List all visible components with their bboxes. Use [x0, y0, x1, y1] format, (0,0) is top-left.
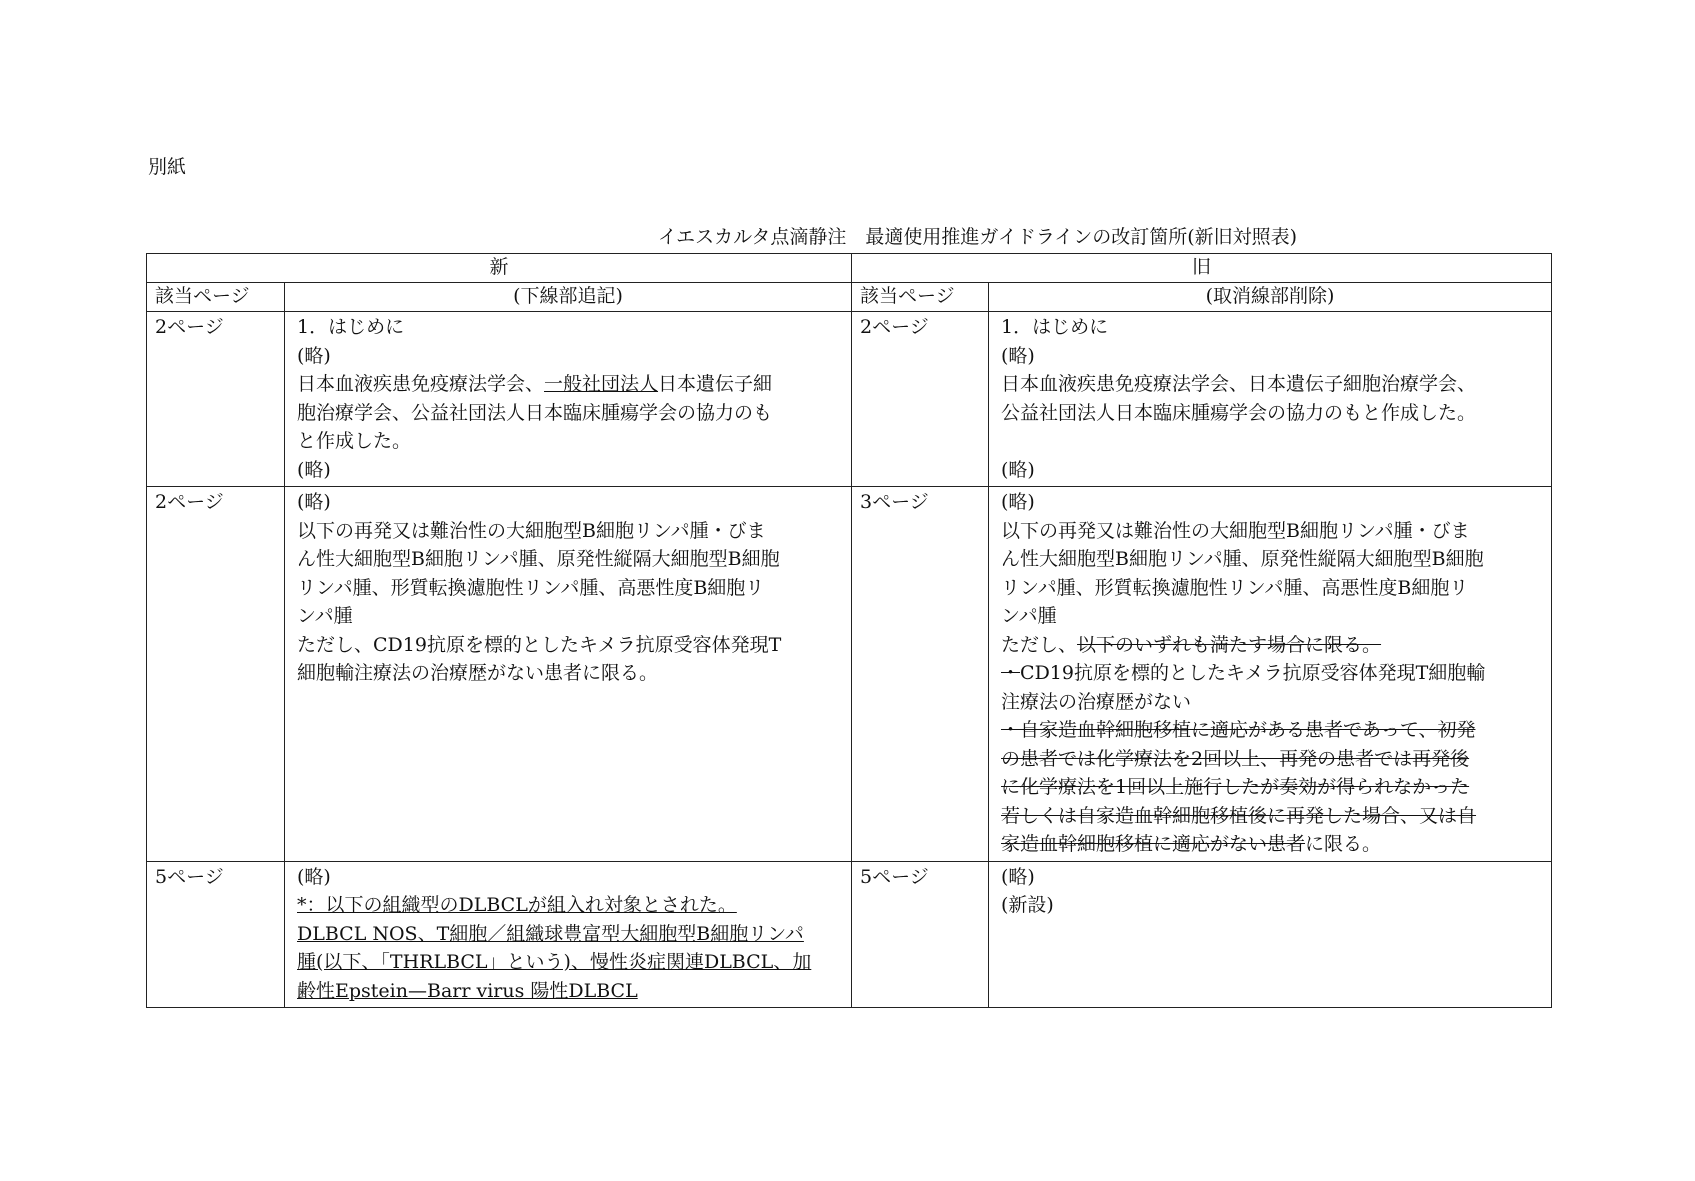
new-text-line [297, 545, 841, 574]
old-page-cell: 2ページ [852, 312, 989, 487]
text-segment: (略) [1001, 865, 1035, 888]
deleted-text: 以下のいずれも満たす場合に限る。 [1077, 633, 1382, 656]
new-column-header: 新 [147, 254, 852, 283]
new-text-line [297, 574, 841, 603]
table-row [147, 487, 1552, 862]
new-text-cell [285, 487, 852, 862]
new-page-cell: 2ページ [147, 487, 285, 862]
new-note-header: (下線部追記) [285, 283, 852, 312]
old-text-line [1001, 716, 1541, 745]
text-segment: (略) [1001, 344, 1035, 367]
text-segment: リンパ腫、形質転換濾胞性リンパ腫、高悪性度B細胞リ [1001, 576, 1469, 599]
old-text-line [1001, 688, 1541, 717]
new-text-line [297, 891, 841, 920]
new-text-line [297, 370, 841, 399]
text-segment: ん性大細胞型B細胞リンパ腫、原発性縦隔大細胞型B細胞 [297, 548, 780, 570]
text-segment: ただし、 [1001, 633, 1078, 656]
text-segment: 胞治療学会、公益社団法人日本臨床腫瘍学会の協力のも [297, 401, 773, 424]
old-text-line [1001, 891, 1541, 920]
deleted-text: 家造血幹細胞移植に適応がない患者 [1001, 833, 1306, 855]
old-page-col-header: 該当ページ [852, 283, 989, 312]
new-text-line [297, 659, 841, 688]
text-segment: ん性大細胞型B細胞リンパ腫、原発性縦隔大細胞型B細胞 [1001, 548, 1484, 570]
text-segment: に限る。 [1305, 833, 1382, 855]
attachment-label: 別紙 [148, 156, 187, 178]
new-text-line [297, 342, 841, 371]
new-text-line [297, 602, 841, 631]
old-text-line [1001, 659, 1541, 688]
old-text-line [1001, 745, 1541, 774]
text-segment: 1．はじめに [1001, 316, 1109, 338]
text-segment: 注療法の治療歴がない [1001, 690, 1192, 713]
text-segment: (略) [1001, 491, 1035, 513]
old-text-line [1001, 427, 1541, 456]
added-text: 一般社団法人 [544, 373, 659, 395]
new-text-line [297, 488, 841, 517]
old-note-header: (取消線部削除) [989, 283, 1552, 312]
new-text-cell [285, 861, 852, 1008]
added-text: *：以下の組織型のDLBCLが組入れ対象とされた。 [297, 894, 737, 916]
table-row [147, 861, 1552, 1008]
text-segment: 日本血液疾患免疫療法学会、日本遺伝子細胞治療学会、 [1001, 373, 1477, 395]
old-text-cell [989, 487, 1552, 862]
new-text-cell [285, 312, 852, 487]
document-title: イエスカルタ点滴静注 最適使用推進ガイドラインの改訂箇所(新旧対照表) [657, 226, 1298, 248]
new-text-line [297, 977, 841, 1006]
text-segment: ンパ腫 [297, 605, 353, 627]
text-segment: (略) [297, 344, 331, 367]
text-segment: CD19抗原を標的としたキメラ抗原受容体発現T細胞輸 [1020, 662, 1486, 684]
text-segment: 1．はじめに [297, 316, 405, 338]
deleted-text: の患者では化学療法を2回以上、再発の患者では再発後 [1001, 747, 1470, 770]
text-segment: 細胞輸注療法の治療歴がない患者に限る。 [297, 662, 659, 684]
text-segment: 以下の再発又は難治性の大細胞型B細胞リンパ腫・びま [1001, 519, 1470, 542]
added-text: 腫(以下、「THRLBCL」という)、慢性炎症関連DLBCL、加 [297, 951, 812, 973]
old-text-cell [989, 861, 1552, 1008]
old-text-line [1001, 773, 1541, 802]
new-text-line [297, 920, 841, 949]
new-text-line [297, 313, 841, 342]
new-text-line [297, 631, 841, 660]
comparison-table [146, 253, 1552, 1008]
deleted-text: に化学療法を1回以上施行したが奏効が得られなかった [1001, 776, 1470, 798]
old-text-line [1001, 863, 1541, 892]
text-segment: (新設) [1001, 894, 1054, 916]
old-text-cell [989, 312, 1552, 487]
old-text-line [1001, 517, 1541, 546]
old-text-line [1001, 399, 1541, 428]
text-segment: (略) [297, 458, 331, 481]
old-text-line [1001, 545, 1541, 574]
new-page-cell: 2ページ [147, 312, 285, 487]
new-text-line [297, 948, 841, 977]
header-row-sub [147, 283, 1552, 312]
old-text-line [1001, 830, 1541, 859]
deleted-text: ・自家造血幹細胞移植に適応がある患者であって、初発 [1001, 719, 1476, 741]
old-page-cell: 5ページ [852, 861, 989, 1008]
text-segment: 公益社団法人日本臨床腫瘍学会の協力のもと作成した。 [1001, 401, 1477, 424]
text-segment: (略) [297, 865, 331, 888]
deleted-text: 若しくは自家造血幹細胞移植後に再発した場合、又は自 [1001, 804, 1477, 827]
text-segment: リンパ腫、形質転換濾胞性リンパ腫、高悪性度B細胞リ [297, 576, 765, 599]
new-text-line [297, 427, 841, 456]
old-text-line [1001, 602, 1541, 631]
old-text-line [1001, 342, 1541, 371]
text-segment: 日本血液疾患免疫療法学会、 [297, 373, 545, 395]
new-page-col-header: 該当ページ [147, 283, 285, 312]
new-text-line [297, 863, 841, 892]
old-page-cell: 3ページ [852, 487, 989, 862]
old-text-line [1001, 488, 1541, 517]
old-text-line [1001, 574, 1541, 603]
new-text-line [297, 399, 841, 428]
table-body [147, 312, 1552, 1008]
old-text-line [1001, 802, 1541, 831]
old-text-line [1001, 313, 1541, 342]
old-text-line [1001, 456, 1541, 485]
text-segment: (略) [1001, 458, 1035, 481]
text-segment: 日本遺伝子細 [658, 373, 773, 395]
added-text: DLBCL NOS、T細胞／組織球豊富型大細胞型B細胞リンパ [297, 922, 804, 945]
old-column-header: 旧 [852, 254, 1552, 283]
text-segment: と作成した。 [297, 430, 412, 452]
header-row-top [147, 254, 1552, 283]
added-text: 齢性Epstein—Barr virus 陽性DLBCL [297, 979, 638, 1002]
text-segment: ンパ腫 [1001, 605, 1057, 627]
old-text-line [1001, 370, 1541, 399]
new-text-line [297, 517, 841, 546]
text-segment: 以下の再発又は難治性の大細胞型B細胞リンパ腫・びま [297, 519, 766, 542]
table-row [147, 312, 1552, 487]
new-page-cell: 5ページ [147, 861, 285, 1008]
old-text-line [1001, 631, 1541, 660]
deleted-text: ・ [1001, 662, 1021, 684]
text-segment: ただし、CD19抗原を標的としたキメラ抗原受容体発現T [297, 633, 782, 656]
text-segment: (略) [297, 491, 331, 513]
new-text-line [297, 456, 841, 485]
